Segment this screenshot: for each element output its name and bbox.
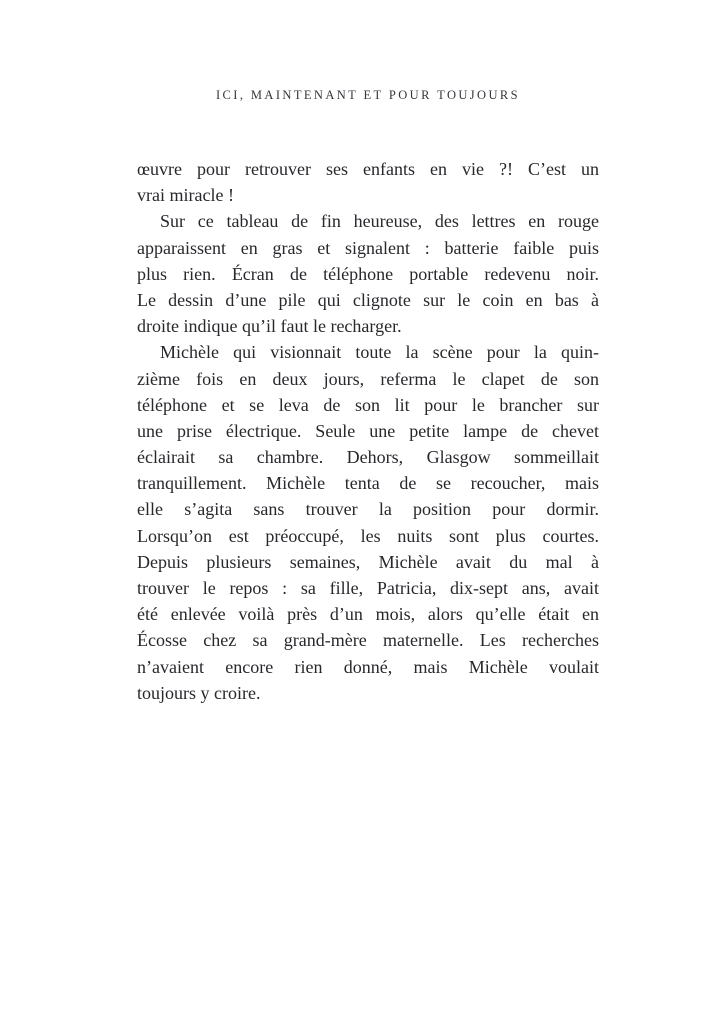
text-line: n’avaient encore rien donné, mais Michèle voulait: [137, 656, 599, 677]
page-body: [137, 156, 599, 706]
text-line: téléphone et se leva de son lit pour le brancher sur: [137, 394, 599, 415]
text-line: une prise électrique. Seule une petite lampe de chevet: [137, 420, 599, 441]
text-line: apparaissent en gras et signalent : batterie faible puis: [137, 237, 599, 258]
text-line: Le dessin d’une pile qui clignote sur le coin en bas à: [137, 289, 599, 310]
paragraph: [137, 339, 599, 706]
text-line: vrai miracle !: [137, 185, 234, 206]
text-line: toujours y croire.: [137, 682, 261, 703]
text-line: tranquillement. Michèle tenta de se recoucher, mais: [137, 473, 599, 494]
text-line: Sur ce tableau de fin heureuse, des lettres en rouge: [160, 211, 599, 232]
text-line: plus rien. Écran de téléphone portable redevenu noir.: [137, 263, 599, 284]
text-line: Depuis plusieurs semaines, Michèle avait du mal à: [137, 551, 599, 572]
running-header: ICI, MAINTENANT ET POUR TOUJOURS: [215, 88, 520, 102]
text-line: été enlevée voilà près d’un mois, alors qu’elle était en: [137, 604, 599, 625]
text-line: trouver le repos : sa fille, Patricia, dix-sept ans, avait: [137, 578, 599, 598]
text-line: Écosse chez sa grand-mère maternelle. Les recherches: [137, 630, 599, 651]
text-line: éclairait sa chambre. Dehors, Glasgow sommeillait: [137, 447, 599, 468]
text-line: Lorsqu’on est préoccupé, les nuits sont plus courtes.: [137, 525, 599, 546]
text-line: zième fois en deux jours, referma le clapet de son: [137, 368, 599, 389]
text-line: droite indique qu’il faut le recharger.: [137, 316, 402, 337]
paragraph: [137, 156, 599, 208]
paragraph: [137, 208, 599, 339]
text-line: Michèle qui visionnait toute la scène pour la quin-: [160, 342, 599, 363]
text-line: elle s’agita sans trouver la position pour dormir.: [137, 499, 599, 520]
text-line: œuvre pour retrouver ses enfants en vie ?! C’est un: [137, 159, 599, 179]
